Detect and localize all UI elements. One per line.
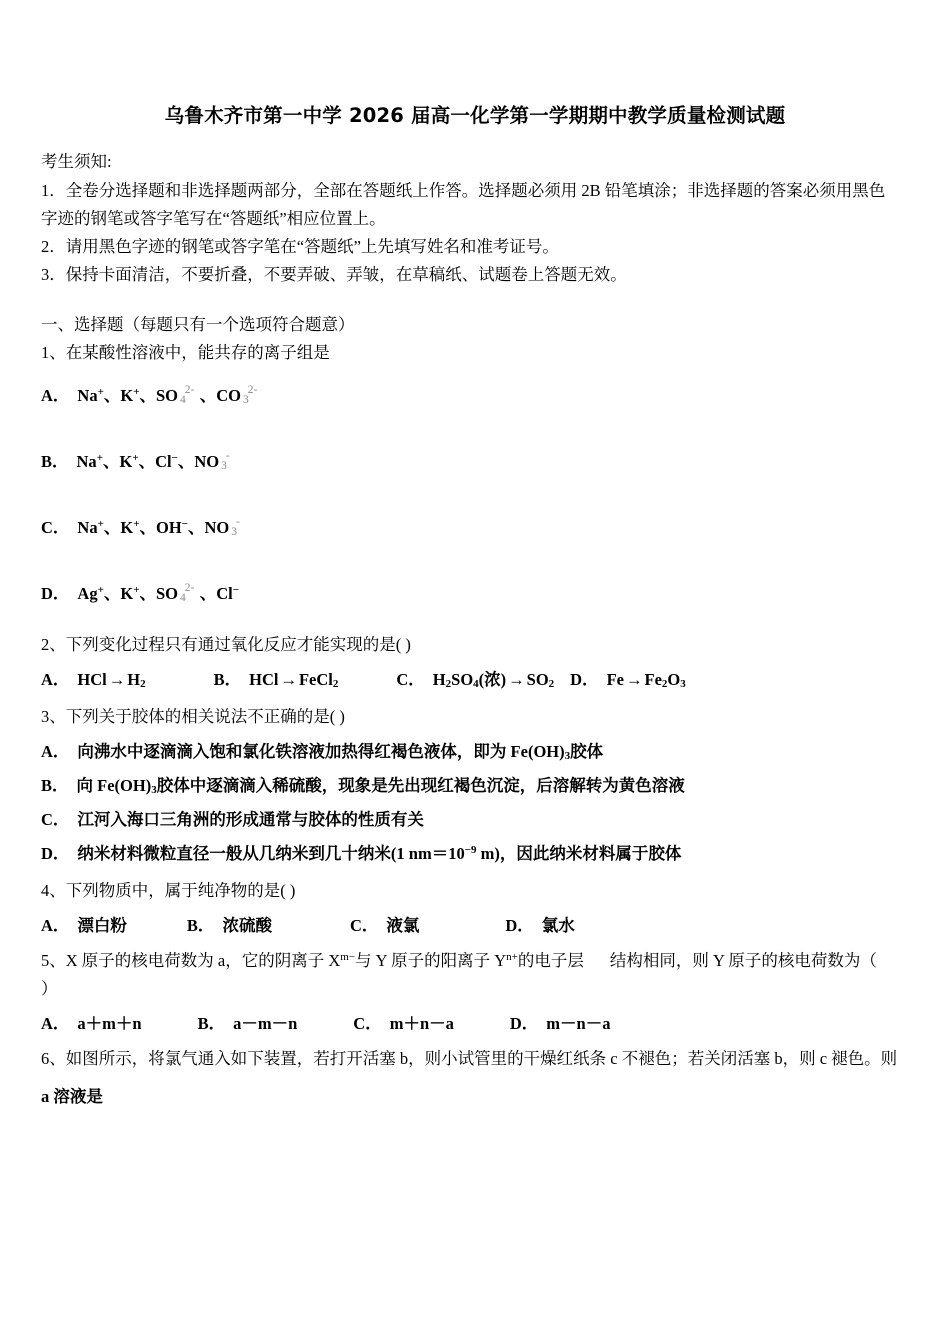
question-3-stem <box>41 703 921 731</box>
formula-text: SO <box>451 670 474 689</box>
option-letter: C． <box>41 810 70 829</box>
question-5-text-3: 的电子层 <box>517 951 584 970</box>
question-2-stem <box>41 631 921 659</box>
option-text: a＋m＋n <box>77 1014 142 1033</box>
subscript: 2 <box>445 678 452 690</box>
formula-text: O <box>667 670 681 689</box>
option-letter: B． <box>186 916 215 935</box>
option-text: 纳米材料微粒直径一般从几纳米到几十纳米(1 nm＝10 <box>77 844 465 863</box>
question-6-number: 6、 <box>41 1049 66 1068</box>
question-5-stem <box>41 947 921 975</box>
subscript: 3 <box>564 750 571 762</box>
question-3-option-c <box>41 805 921 835</box>
formula-text: H <box>127 670 141 689</box>
question-5-text-4: 结构相同，则 Y 原子的核电荷数为（ <box>609 951 877 970</box>
question-1-option-d: D． Ag+、K+、SO 4 2- 、Cl− <box>41 582 240 604</box>
question-1-number: 1、 <box>41 343 66 362</box>
subscript: 2 <box>140 678 146 690</box>
question-1-option-b: B． Na+、K+、Cl−、NO 3 - <box>41 450 230 472</box>
option-text: 浓硫酸 <box>222 916 272 935</box>
superscript: m− <box>340 951 356 963</box>
option-letter: B． <box>41 776 69 795</box>
question-4-options <box>41 911 921 941</box>
document-body <box>41 148 921 1111</box>
reaction-arrow-icon: → <box>108 670 126 689</box>
option-letter: C． <box>396 670 425 689</box>
option-letter: D． <box>41 844 70 863</box>
question-1-option-c: C． Na+、K+、OH−、NO 3 - <box>41 516 240 538</box>
option-text: m＋n－a <box>389 1014 454 1033</box>
question-4-text: 下列物质中，属于纯净物的是( ) <box>65 881 296 900</box>
formula-text: Fe <box>606 670 624 689</box>
superscript: n+ <box>506 951 518 963</box>
notice-line-3: 2．请用黑色字迹的钢笔或答字笔在“答题纸”上先填写姓名和准考证号。 <box>41 237 559 256</box>
question-5-number: 5、 <box>41 951 66 970</box>
option-letter: D． <box>570 670 599 689</box>
option-text: 氯水 <box>541 916 575 935</box>
option-text: 江河入海口三角洲的形成通常与胶体的性质有关 <box>77 810 424 829</box>
option-text-tail: 胶体中逐滴滴入稀硫酸，现象是先出现红褐色沉淀，后溶解转为黄色溶液 <box>156 776 685 795</box>
option-letter: A． <box>41 916 70 935</box>
option-text: 液氯 <box>386 916 420 935</box>
question-3-number: 3、 <box>41 707 66 726</box>
option-text: 向沸水中逐滴滴入饱和氯化铁溶液加热得红褐色液体，即为 Fe(OH) <box>77 742 565 761</box>
question-1-stem <box>41 339 921 367</box>
option-letter: D． <box>41 584 70 603</box>
notice-line-1: 1．全卷分选择题和非选择题两部分，全部在答题纸上作答。选择题必须用 2B 铅笔填涂；非选择题的答案必须用黑色 <box>41 181 886 200</box>
option-letter: B． <box>213 670 242 689</box>
question-6-stem <box>41 1045 921 1073</box>
question-3-option-d <box>41 839 921 869</box>
formula-text: (浓) <box>478 670 507 689</box>
formula-text: HCl <box>77 670 107 689</box>
subscript: 4 <box>473 678 479 690</box>
notice-line-4: 3．保持卡面清洁，不要折叠，不要弄破、弄皱，在草稿纸、试题卷上答题无效。 <box>41 265 627 284</box>
subscript: 3 <box>151 784 157 796</box>
subscript: 2 <box>548 678 555 690</box>
option-letter: D． <box>509 1014 539 1033</box>
option-letter: B． <box>41 452 69 471</box>
subscript: 3 <box>680 678 686 690</box>
question-2-options <box>41 665 921 695</box>
question-1-option-a: A． Na+、K+、SO 4 2- 、CO 3 2- <box>41 384 258 406</box>
option-letter: D． <box>505 916 534 935</box>
notice-line-2: 字迹的钢笔或答字笔写在“答题纸”相应位置上。 <box>41 209 386 228</box>
formula-text: HCl <box>249 670 279 689</box>
page-title: 乌鲁木齐市第一中学 2026 届高一化学第一学期期中教学质量检测试题 <box>164 104 786 127</box>
question-6-text-line2: a 溶液是 <box>41 1087 103 1106</box>
formula-text: H <box>432 670 446 689</box>
option-letter: A． <box>41 670 70 689</box>
reaction-arrow-icon: → <box>508 670 525 689</box>
option-letter: C． <box>41 518 70 537</box>
reaction-arrow-icon: → <box>280 670 297 689</box>
reaction-arrow-icon: → <box>626 670 643 689</box>
question-5-options <box>41 1009 921 1039</box>
question-3-text: 下列关于胶体的相关说法不正确的是( ) <box>65 707 345 726</box>
question-4-stem <box>41 877 921 905</box>
option-letter: A． <box>41 742 70 761</box>
question-5-stem-cont: ） <box>41 979 58 998</box>
question-5-text-1: X 原子的核电荷数为 a，它的阴离子 X <box>65 951 341 970</box>
option-text: m－n－a <box>546 1014 611 1033</box>
option-letter: C． <box>353 1014 382 1033</box>
question-3-option-a <box>41 737 921 767</box>
superscript: −9 <box>464 844 477 856</box>
option-letter: A． <box>41 386 70 405</box>
option-text-tail: 胶体 <box>570 742 604 761</box>
option-letter: C． <box>349 916 379 935</box>
option-text-tail: m)，因此纳米材料属于胶体 <box>476 844 682 863</box>
subscript: 2 <box>661 678 668 690</box>
question-5-text-2: 与 Y 原子的阳离子 Y <box>355 951 507 970</box>
option-text: a－m－n <box>233 1014 298 1033</box>
question-1-text: 在某酸性溶液中，能共存的离子组是 <box>65 343 330 362</box>
section-heading: 一、选择题（每题只有一个选项符合题意） <box>41 315 355 334</box>
question-2-text: 下列变化过程只有通过氧化反应才能实现的是( ) <box>65 635 411 654</box>
question-2-number: 2、 <box>41 635 66 654</box>
option-text: 向 Fe(OH) <box>76 776 152 795</box>
formula-text: SO <box>526 670 549 689</box>
question-3-option-b <box>41 771 921 801</box>
formula-text: FeCl <box>298 670 333 689</box>
option-letter: B． <box>197 1014 226 1033</box>
question-4-number: 4、 <box>41 881 66 900</box>
option-letter: A． <box>41 1014 70 1033</box>
notice-heading: 考生须知: <box>41 152 112 171</box>
question-6-text-line1: 如图所示，将氯气通入如下装置，若打开活塞 b，则小试管里的干燥红纸条 c 不褪色；若关闭活塞 b，则 c 褪色。则 <box>65 1049 898 1068</box>
subscript: 2 <box>332 678 339 690</box>
option-text: 漂白粉 <box>77 916 127 935</box>
formula-text: Fe <box>644 670 662 689</box>
